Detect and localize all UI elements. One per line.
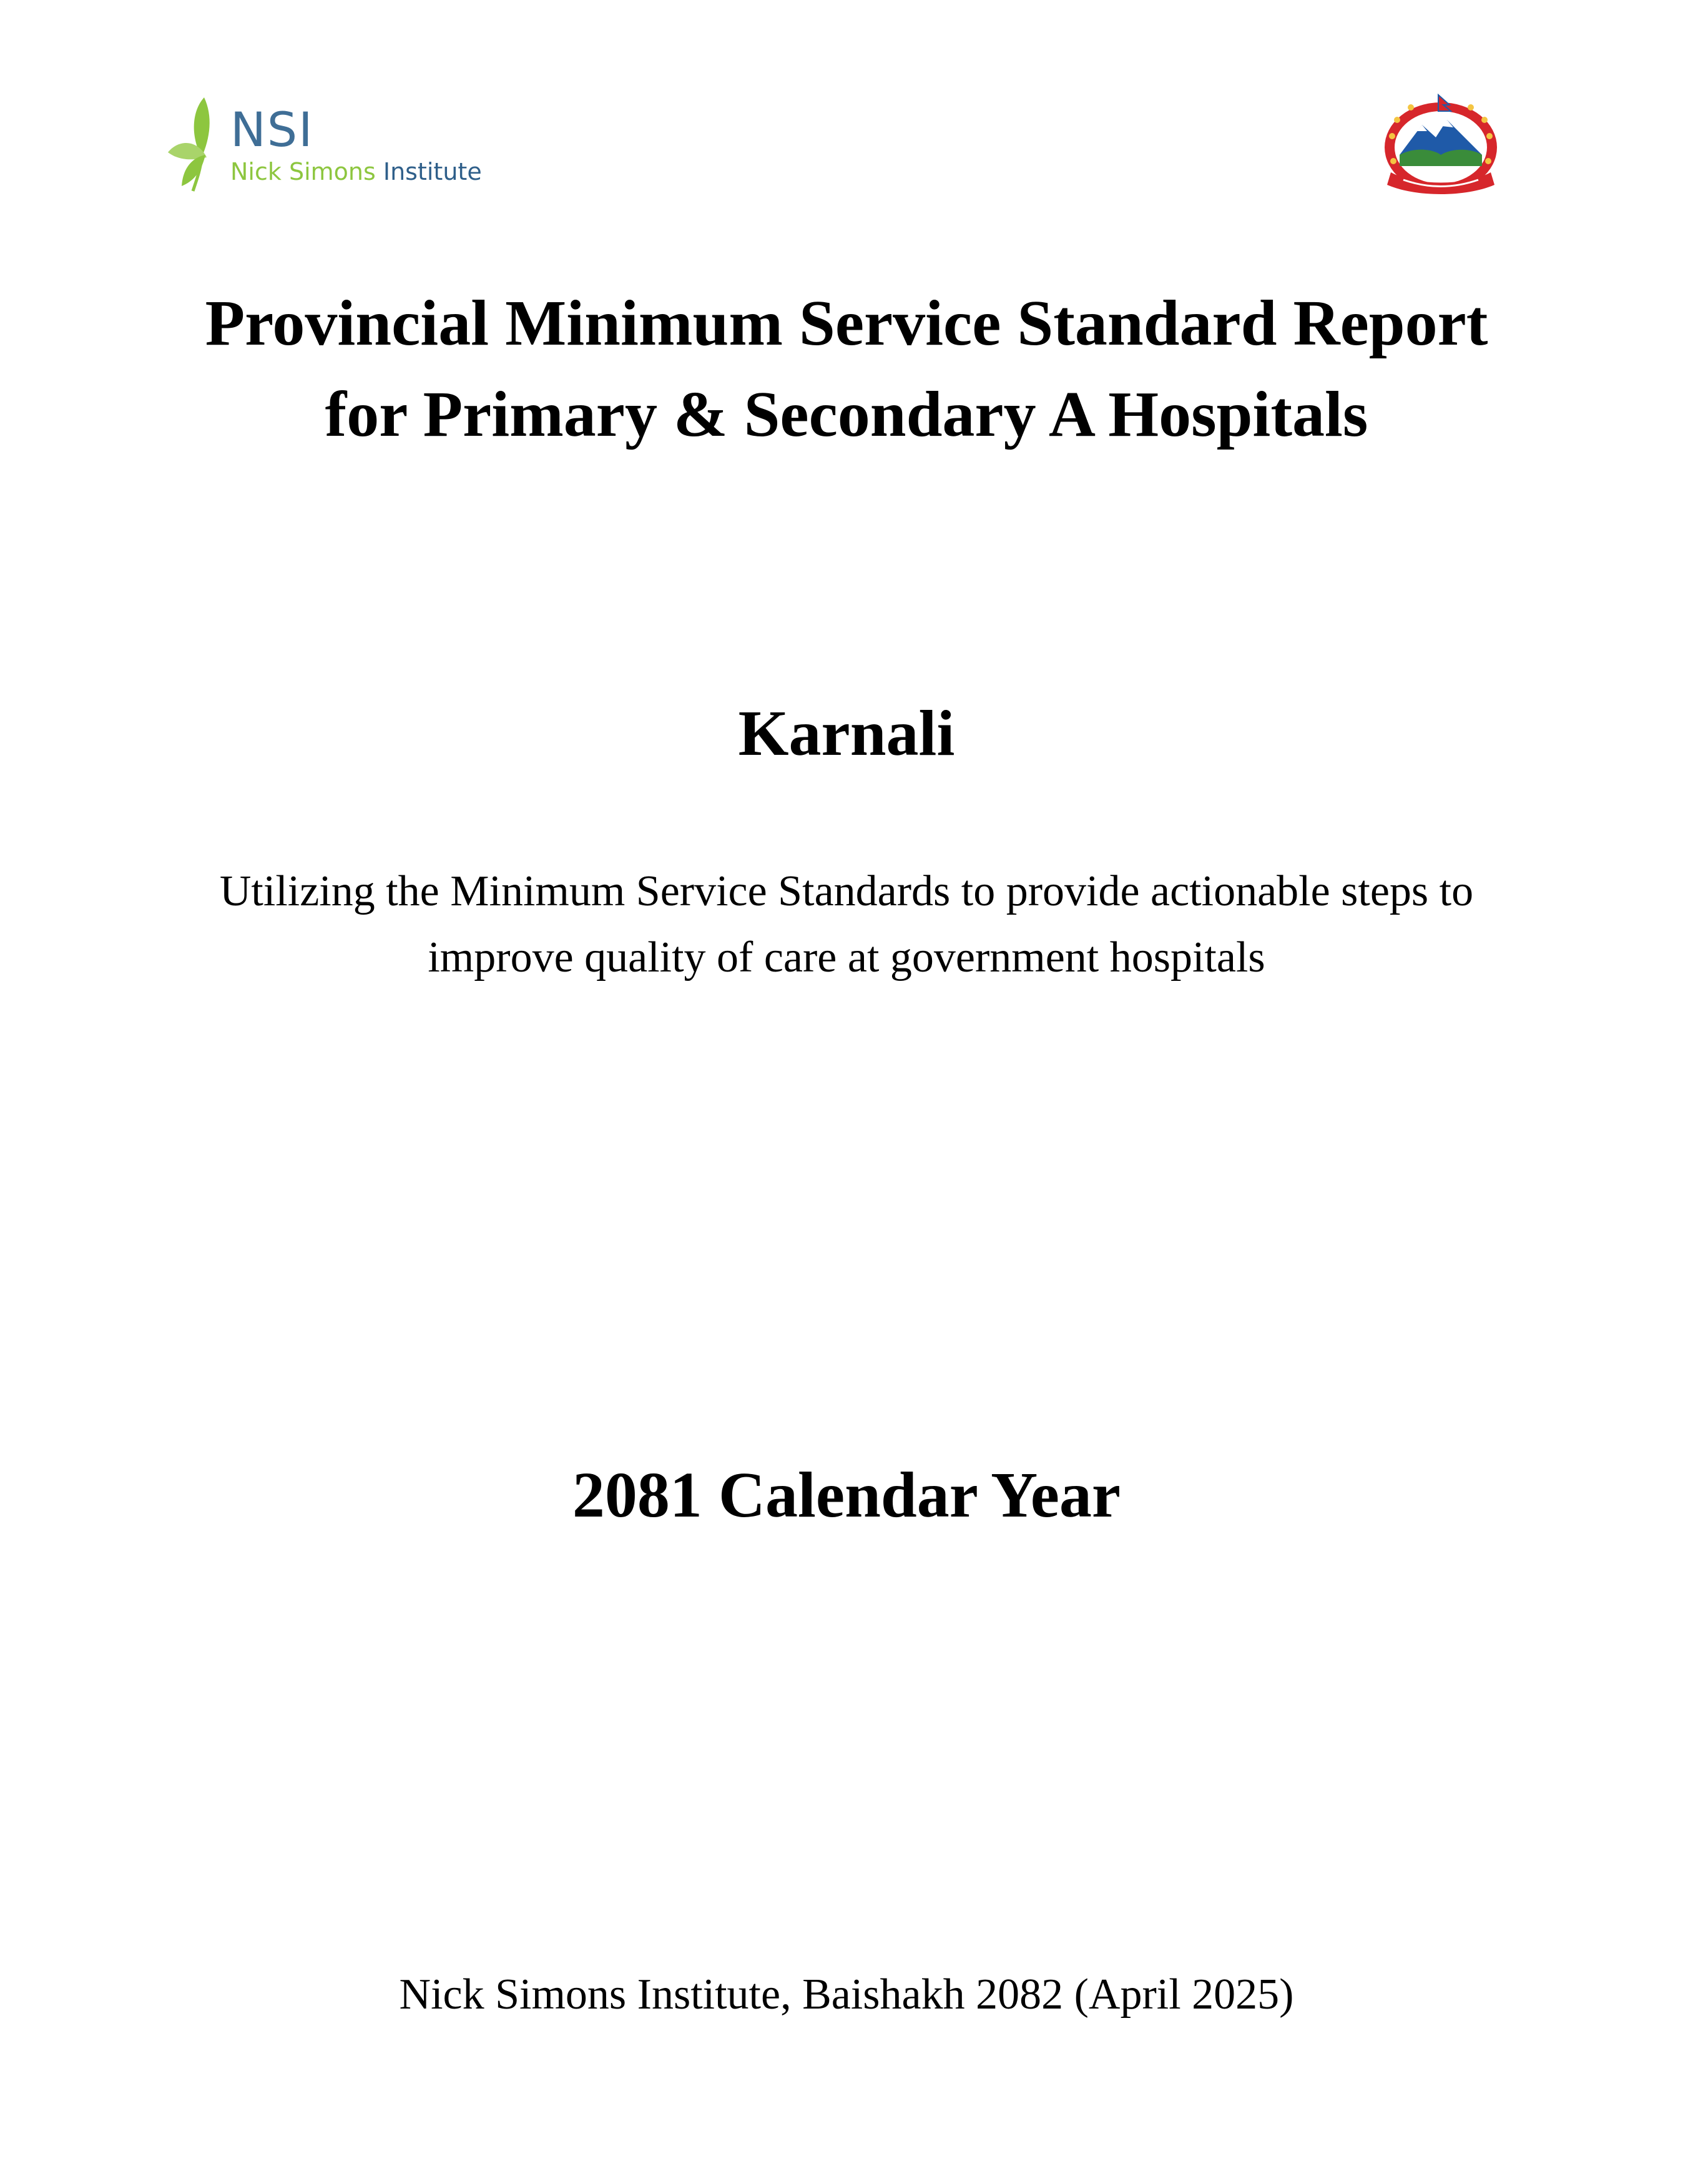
nsi-name-part1: Nick Simons	[230, 158, 376, 185]
province-name: Karnali	[738, 697, 955, 769]
nepal-coat-of-arms-icon	[1378, 92, 1503, 199]
leaf-icon	[165, 92, 228, 192]
nsi-abbreviation: NSI	[230, 102, 314, 157]
report-subtitle-line1: Utilizing the Minimum Service Standards to provide actionable steps to	[219, 867, 1474, 915]
report-title-line1: Provincial Minimum Service Standard Report	[205, 287, 1488, 359]
nsi-name-part2: Institute	[383, 158, 482, 185]
report-title	[0, 278, 1693, 460]
nsi-full-name	[230, 159, 482, 184]
report-title-line2: for Primary & Secondary A Hospitals	[325, 378, 1368, 450]
report-subtitle	[0, 858, 1693, 991]
publisher-date: Nick Simons Institute, Baishakh 2082 (April 2025)	[399, 1970, 1294, 2019]
report-subtitle-line2: improve quality of care at government hospitals	[428, 933, 1265, 981]
calendar-year: 2081 Calendar Year	[572, 1459, 1121, 1531]
nsi-logo	[165, 92, 482, 192]
